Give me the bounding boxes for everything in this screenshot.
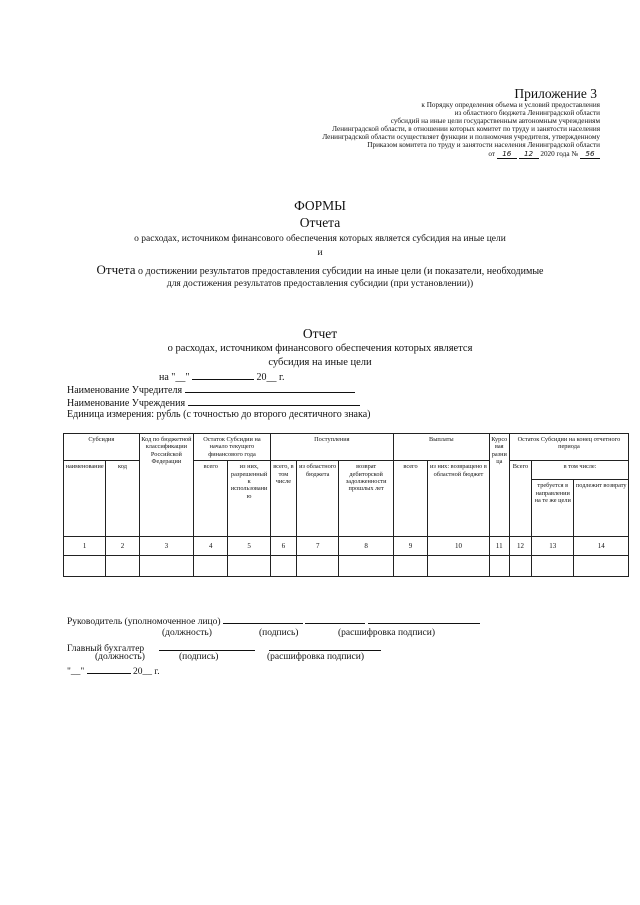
head-position-fill[interactable] [223,614,303,624]
appendix-title: Приложение 3 [514,86,597,101]
acc-decode-fill[interactable] [269,641,381,651]
header-cell: всего [393,461,427,537]
head-decode-caption: (расшифровка подписи) [338,628,435,638]
head-decode-fill[interactable] [368,614,480,624]
header-cell: подлежит возврату [574,480,629,537]
empty-cell[interactable] [139,556,193,577]
acc-decode-caption: (расшифровка подписи) [267,652,364,662]
header-cell: требуется в направлении на те же цели [532,480,574,537]
table-number-row [64,537,629,556]
header-cell: из них, разрешенный к использованию [228,461,270,537]
empty-cell[interactable] [509,556,531,577]
report-date-line: на "__" 20__ г. [159,372,285,383]
and-word: и [317,248,323,258]
report-subtitle-1: о расходах, источником финансового обеспечения которых является [167,343,473,354]
column-number: 13 [532,537,574,556]
header-cell: Код по бюджетной классификации Российской Федерации [139,434,193,537]
institution-line: Наименование Учреждения [67,396,360,409]
header-cell: всего, в том числе [270,461,296,537]
column-number: 2 [106,537,139,556]
date-month: 12 [519,150,539,159]
header-cell: наименование [64,461,106,537]
head-position-caption: (должность) [162,628,212,638]
header-cell: из областного бюджета [297,461,339,537]
empty-cell[interactable] [106,556,139,577]
header-cell: из них: возвращено в областной бюджет [428,461,490,537]
head-signature-line: Руководитель (уполномоченное лицо) [67,614,480,627]
unit-line: Единица измерения: рубль (с точностью до второго десятичного знака) [67,409,371,420]
header-cell: в том числе: [532,461,629,480]
appendix-date: от 16 12 2020 года № 56 [180,150,600,159]
report2-title: Отчета о достижении результатов предоставления субсидии на иные цели (и показатели, необходимые [96,262,544,277]
report-title: Отчет [302,326,338,341]
column-number: 4 [194,537,228,556]
table-empty-row [64,556,629,577]
column-number: 7 [297,537,339,556]
empty-cell[interactable] [270,556,296,577]
head-sign-caption: (подпись) [259,628,299,638]
header-cell: Остаток Субсидии на начало текущего финансового года [194,434,271,461]
report-table [63,433,629,577]
founder-fill[interactable] [185,383,355,393]
column-number: 10 [428,537,490,556]
date-day: 16 [497,150,517,159]
header-cell: возврат дебиторской задолженности прошлых лет [339,461,394,537]
empty-cell[interactable] [194,556,228,577]
head-sign-fill[interactable] [305,614,365,624]
empty-cell[interactable] [574,556,629,577]
empty-cell[interactable] [228,556,270,577]
header-cell: Поступления [270,434,393,461]
appendix-line: к Порядку определения объема и условий предоставления [421,101,600,109]
column-number: 1 [64,537,106,556]
header-cell: Курсовая разница [489,434,509,537]
month-fill[interactable] [192,370,254,380]
empty-cell[interactable] [428,556,490,577]
column-number: 5 [228,537,270,556]
header-cell: код [106,461,139,537]
column-number: 9 [393,537,427,556]
acc-sign-fill[interactable] [159,641,255,651]
appendix-line: из областного бюджета Ленинградской области [454,109,600,118]
accountant-signature-line: Главный бухгалтер [67,641,381,654]
report-subtitle-2: субсидия на иные цели [268,357,372,368]
institution-fill[interactable] [188,396,360,406]
empty-cell[interactable] [393,556,427,577]
order-number: 56 [580,150,600,159]
report1-subtitle: о расходах, источником финансового обеспечения которых является субсидия на иные цели [134,234,506,244]
appendix-text [180,101,600,159]
header-cell: Всего [509,461,531,537]
column-number: 12 [509,537,531,556]
header-cell: Выплаты [393,434,489,461]
column-number: 6 [270,537,296,556]
header-cell: всего [194,461,228,537]
empty-cell[interactable] [489,556,509,577]
founder-line: Наименование Учредителя [67,383,355,396]
column-number: 11 [489,537,509,556]
appendix-line: субсидий на иные цели государственным автономным учреждениям [390,117,600,126]
header-cell: Остаток Субсидии на конец отчетного периода [509,434,628,461]
table-header-row [64,434,629,461]
column-number: 14 [574,537,629,556]
acc-position-caption: (должность) [95,652,145,662]
empty-cell[interactable] [339,556,394,577]
signature-month-fill[interactable] [87,664,131,674]
appendix-line: Ленинградской области, в отношении которых комитет по труду и занятости населения [332,125,600,134]
forms-title: ФОРМЫ [294,198,346,213]
acc-sign-caption: (подпись) [179,652,219,662]
empty-cell[interactable] [64,556,106,577]
signature-date-line: "__" 20__ г. [67,664,160,677]
empty-cell[interactable] [297,556,339,577]
header-cell: Субсидия [64,434,140,461]
column-number: 8 [339,537,394,556]
empty-cell[interactable] [532,556,574,577]
column-number: 3 [139,537,193,556]
report2-subtitle: для достижения результатов предоставления субсидии (при установлении)) [166,279,474,289]
appendix-line: Ленинградской области осуществляет функции и полномочия учредителя, утвержденному [322,133,600,142]
appendix-line: Приказом комитета по труду и занятости населения Ленинградской области [367,141,600,150]
report1-title: Отчета [299,215,341,230]
